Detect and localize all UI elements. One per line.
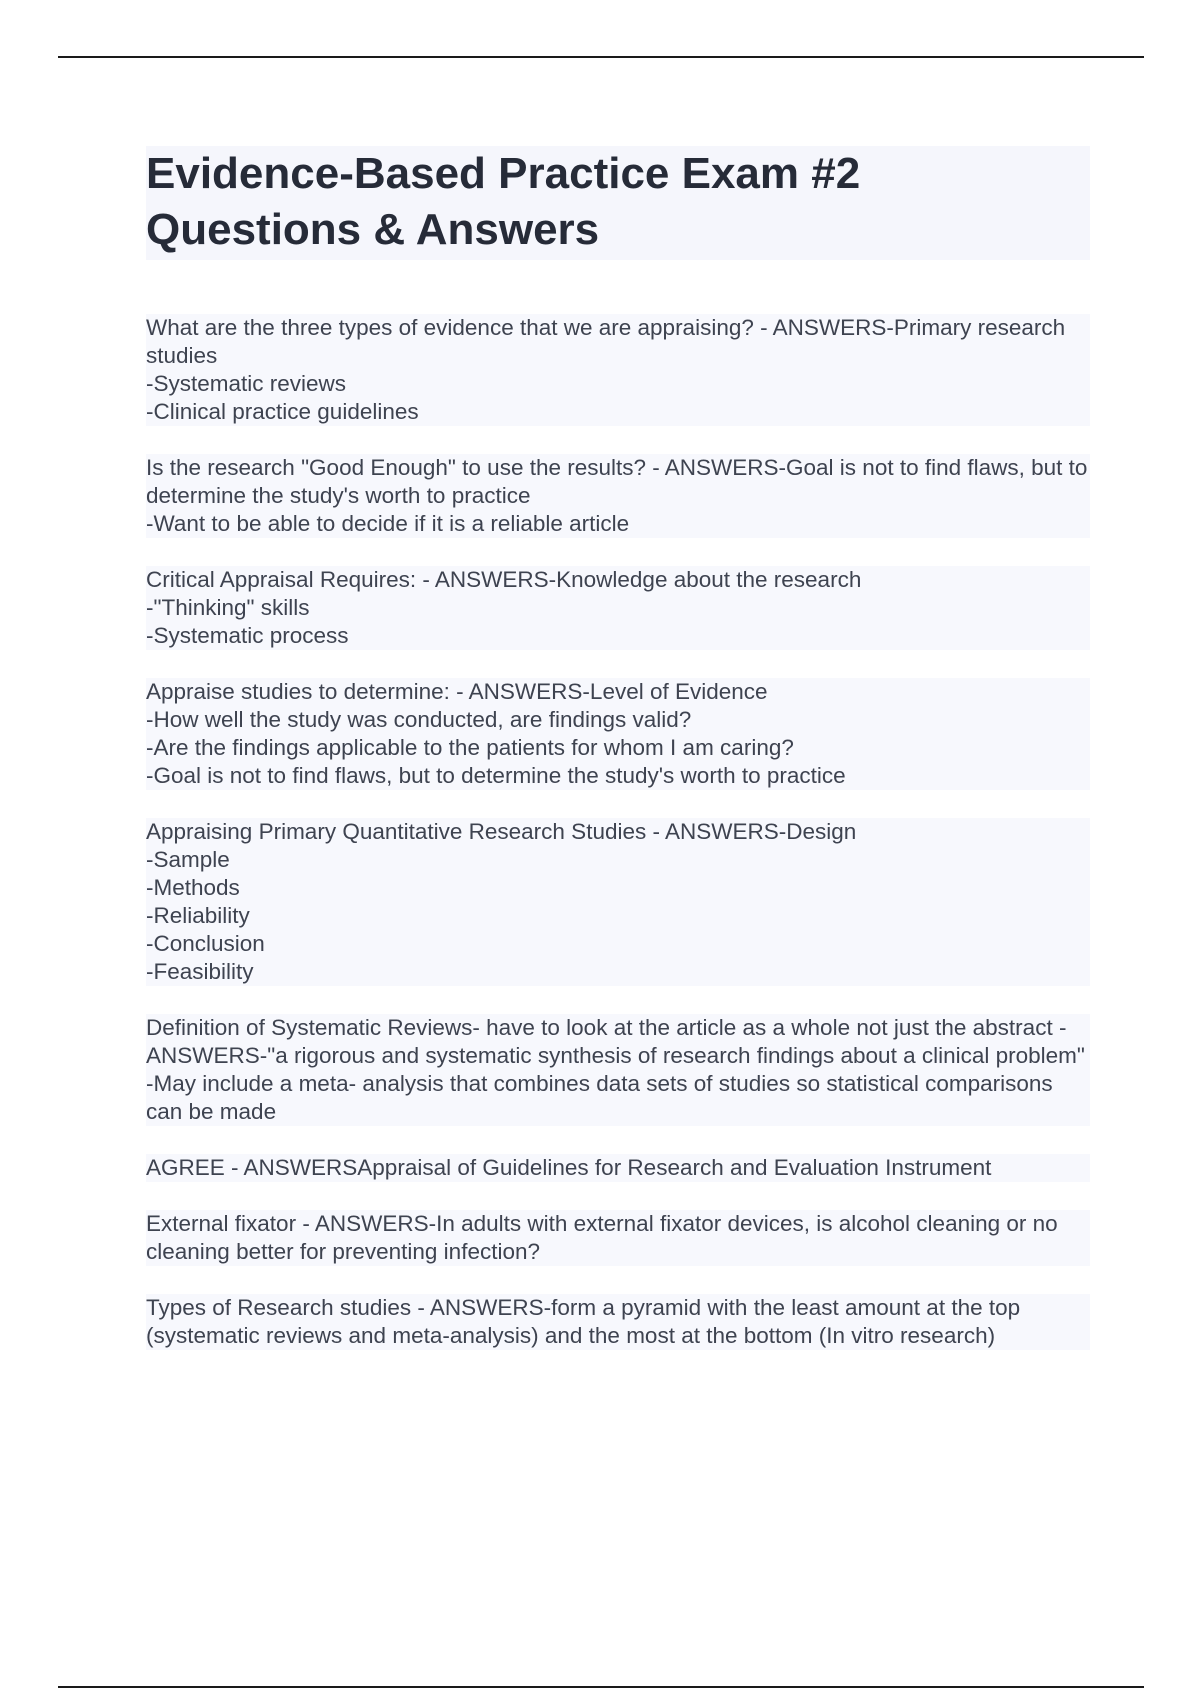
header-rule bbox=[58, 56, 1144, 58]
qa-question-line: Types of Research studies - ANSWERS-form a pyramid with the least amount at the top (systematic reviews and meta-analysis) and the most at the bottom (In vitro research) bbox=[146, 1295, 1021, 1348]
qa-item bbox=[146, 314, 1090, 426]
qa-question-line: Definition of Systematic Reviews- have to look at the article as a whole not just the abstract - ANSWERS-"a rigorous and systematic synthesis of research findings about a clinical problem" bbox=[146, 1015, 1085, 1068]
qa-question-line: External fixator - ANSWERS-In adults with external fixator devices, is alcohol cleaning or no cleaning better for preventing infection? bbox=[146, 1211, 1058, 1264]
qa-answer-line: -Goal is not to find flaws, but to determine the study's worth to practice bbox=[146, 763, 846, 788]
qa-answer-line: -Feasibility bbox=[146, 959, 254, 984]
title-line-1: Evidence-Based Practice Exam #2 bbox=[146, 149, 861, 198]
footer-rule bbox=[58, 1686, 1144, 1688]
qa-answer-line: -How well the study was conducted, are findings valid? bbox=[146, 707, 692, 732]
qa-question-line: Appraise studies to determine: - ANSWERS-Level of Evidence bbox=[146, 679, 768, 704]
document-body bbox=[146, 146, 1090, 1378]
qa-item bbox=[146, 566, 1090, 650]
qa-question-line: Appraising Primary Quantitative Research Studies - ANSWERS-Design bbox=[146, 819, 857, 844]
qa-answer-line: -May include a meta- analysis that combines data sets of studies so statistical comparisons can be made bbox=[146, 1071, 1053, 1124]
document-title bbox=[146, 146, 1090, 258]
qa-item bbox=[146, 454, 1090, 538]
title-line-2: Questions & Answers bbox=[146, 205, 600, 254]
title-block bbox=[146, 146, 1090, 260]
qa-question-line: AGREE - ANSWERSAppraisal of Guidelines for Research and Evaluation Instrument bbox=[146, 1155, 992, 1180]
qa-answer-line: -Are the findings applicable to the patients for whom I am caring? bbox=[146, 735, 794, 760]
qa-question-line: Critical Appraisal Requires: - ANSWERS-Knowledge about the research bbox=[146, 567, 862, 592]
qa-answer-line: -Methods bbox=[146, 875, 240, 900]
qa-answer-line: -Systematic process bbox=[146, 623, 349, 648]
qa-item bbox=[146, 1210, 1090, 1266]
qa-item bbox=[146, 818, 1090, 986]
qa-item bbox=[146, 1294, 1090, 1350]
qa-answer-line: -"Thinking" skills bbox=[146, 595, 310, 620]
qa-question-line: What are the three types of evidence that we are appraising? - ANSWERS-Primary research studies bbox=[146, 315, 1066, 368]
qa-question-line: Is the research "Good Enough" to use the results? - ANSWERS-Goal is not to find flaws, but to determine the study's worth to practice bbox=[146, 455, 1088, 508]
qa-answer-line: -Systematic reviews bbox=[146, 371, 347, 396]
qa-answer-line: -Want to be able to decide if it is a reliable article bbox=[146, 511, 630, 536]
qa-item bbox=[146, 1014, 1090, 1126]
qa-answer-line: -Reliability bbox=[146, 903, 250, 928]
qa-answer-line: -Sample bbox=[146, 847, 230, 872]
qa-item bbox=[146, 1154, 1090, 1182]
qa-list bbox=[146, 314, 1090, 1350]
qa-answer-line: -Conclusion bbox=[146, 931, 265, 956]
qa-item bbox=[146, 678, 1090, 790]
qa-answer-line: -Clinical practice guidelines bbox=[146, 399, 419, 424]
